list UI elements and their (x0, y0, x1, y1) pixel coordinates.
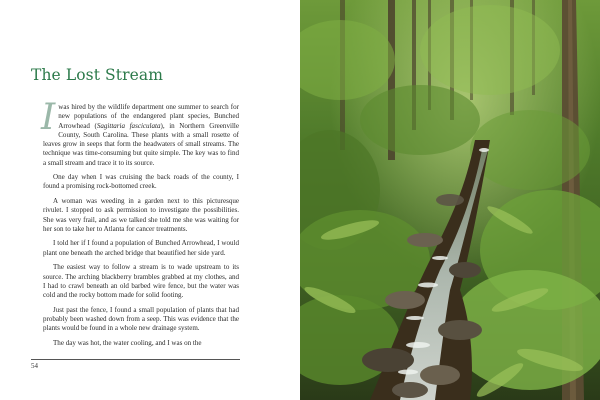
species-name: Sagittaria fasciculata (96, 121, 161, 130)
right-page-photo (300, 0, 600, 400)
drop-cap: I (41, 97, 56, 138)
forest-stream-photo (300, 0, 600, 400)
paragraph-1-text-a: was hired by the wildlife department one summer to search for new populations of the endangered plant species, Bunched Arrowhead ( (58, 103, 239, 130)
body-text (41, 97, 239, 353)
paragraph-1-text-b: ), in Northern Greenville County, South Carolina. These plants with a small rosette of leaves grow in seeps that form the headwaters of small streams. The technique was time-consuming but quite simple. The key was to find a small stream and trace it to its source. (43, 121, 239, 167)
paragraph-1 (41, 97, 239, 168)
paragraph-4: I told her if I found a population of Bunched Arrowhead, I would plant one beneath the arched bridge that beautified her side yard. (43, 239, 239, 257)
paragraph-5: The easiest way to follow a stream is to wade upstream to its source. The arching blackberry brambles grabbed at my clothes, and I had to crawl beneath an old barbed wire fence, but the water was cold and the rocky bottom made for solid footing. (43, 263, 239, 300)
footer-rule (31, 359, 240, 360)
paragraph-3: A woman was weeding in a garden next to this picturesque rivulet. I stopped to ask permission to investigate the possibilities. She was very frail, and as we talked she told me she was waiting for her son to take her to Atlanta for cancer treatments. (43, 197, 239, 233)
page-number: 54 (31, 362, 38, 370)
paragraph-6: Just past the fence, I found a small population of plants that had probably been washed down from a seep. This was evidence that the plants would be found in a whole new drainage system. (43, 305, 239, 333)
chapter-title: The Lost Stream (31, 66, 164, 84)
paragraph-7: The day was hot, the water cooling, and I was on the (53, 338, 202, 347)
paragraph-2: One day when I was cruising the back roads of the county, I found a promising rock-bottomed creek. (43, 173, 239, 191)
